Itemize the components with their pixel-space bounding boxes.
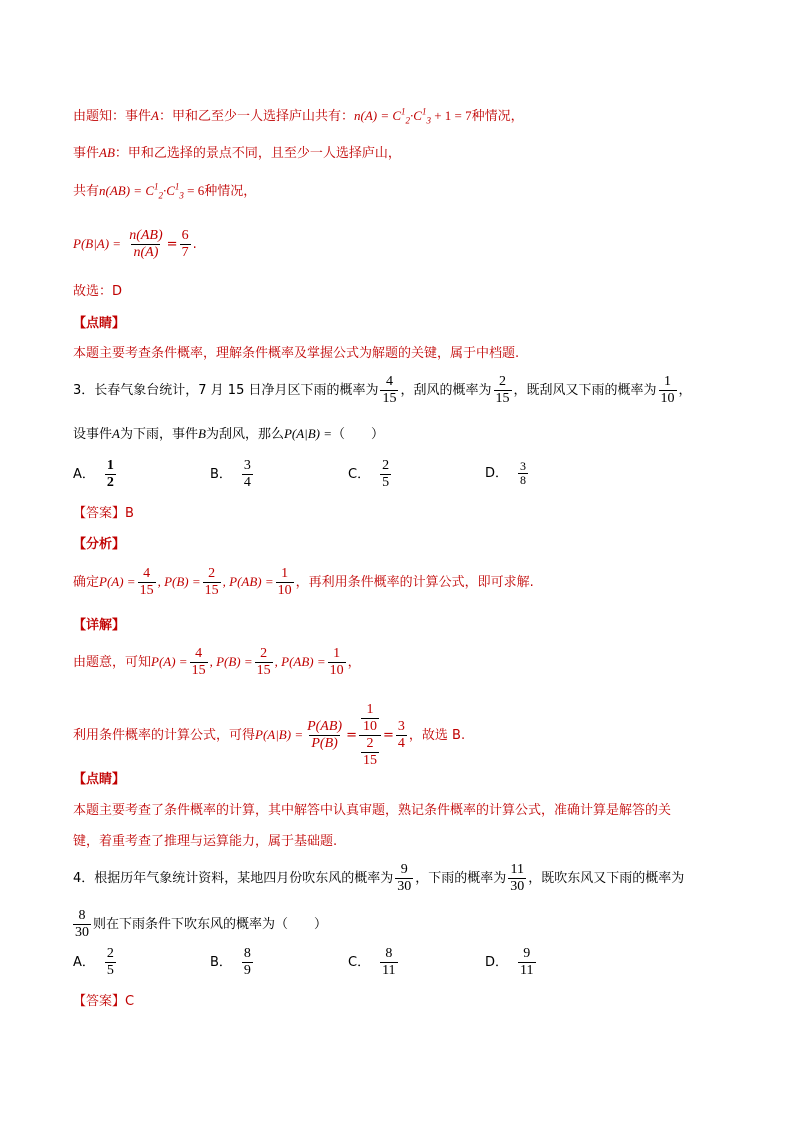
text: 事件 xyxy=(73,146,100,161)
option-d: D． $\frac{3}{8}$ xyxy=(485,459,527,487)
text: 由题知：事件 xyxy=(73,109,152,124)
fraction: $\frac{6}{7}$ xyxy=(181,228,189,260)
section-heading-dianjing-2: 【点睛】 xyxy=(73,772,126,787)
question-3-stem-line2: 设事件A为下雨，事件B为刮风，那么P(A|B) =（ ） xyxy=(73,426,385,442)
question-4-stem: 4．根据历年气象统计资料，某地四月份吹东风的概率为 $\frac{9}{30}$ ，下雨的概率为 $\frac{11}{30}$ ，既吹东风又下雨的概率为 xyxy=(73,862,685,894)
var-a: A xyxy=(151,108,159,123)
solution-line-event-a xyxy=(73,106,524,127)
comment-text: 本题主要考查条件概率，理解条件概率及掌握公式为解题的关键，属于中档题. xyxy=(73,346,520,361)
answer-label: 【答案】B xyxy=(73,506,134,521)
option-b: B． $\frac{3}{4}$ xyxy=(210,458,251,490)
option-b: B． $\frac{8}{9}$ xyxy=(210,946,251,978)
solution-line-event-ab xyxy=(73,143,401,164)
text: ：甲和乙至少一人选择庐山共有： xyxy=(158,109,354,124)
text: 种情况， xyxy=(471,109,524,124)
comment-text-2b: 键，着重考查了推理与运算能力，属于基础题. xyxy=(73,834,338,849)
formula: $n(AB) = C^1_2\cdot C^1_3 = 6$ xyxy=(99,181,205,201)
answer-label-4: 【答案】C xyxy=(73,994,135,1009)
fraction: $\frac{1}{10}$ xyxy=(660,374,675,406)
section-heading-dianjing: 【点睛】 xyxy=(73,316,126,331)
detail-line-1: 由题意，可知P(A) = $\frac{4}{15}$ , P(B) = $\frac{2}{15}$ , P(AB) = $\frac{1}{10}$ ， xyxy=(73,646,361,678)
option-c: C． $\frac{8}{11}$ xyxy=(348,946,396,978)
fraction: $\frac{4}{15}$ xyxy=(382,374,397,406)
analysis-line: 确定P(A) = $\frac{4}{15}$ , P(B) = $\frac{2}{15}$ , P(AB) = $\frac{1}{10}$ ，再利用条件概率的计算公式，即可求解. xyxy=(73,566,534,598)
fraction: $\frac{n(AB)}{n(A)}$ xyxy=(129,228,163,260)
formula: $n(A) = C^1_2\cdot C^1_3 + 1 = 7$ xyxy=(353,106,472,126)
option-a: A． $\frac{2}{5}$ xyxy=(73,946,114,978)
fraction: $\frac{2}{15}$ xyxy=(495,374,510,406)
section-heading-xiangjie: 【详解】 xyxy=(73,618,126,633)
solution-line-probability: P(B|A) = $\frac{n(AB)}{n(A)}$ = $\frac{6}{7}$ . xyxy=(73,228,197,260)
option-d: D． $\frac{9}{11}$ xyxy=(485,946,534,978)
question-3-stem: 3．长春气象台统计，7 月 15 日净月区下雨的概率为 $\frac{4}{15}$ ，刮风的概率为 $\frac{2}{15}$ ，既刮风又下雨的概率为 $\frac{1}{10}$ ， xyxy=(73,374,692,406)
text: ：甲和乙选择的景点不同，且至少一人选择庐山， xyxy=(114,146,401,161)
option-c: C． $\frac{2}{5}$ xyxy=(348,458,390,490)
comment-text-2a: 本题主要考查了条件概率的计算，其中解答中认真审题，熟记条件概率的计算公式，准确计算是解答的关 xyxy=(73,803,672,818)
option-a: A． $\frac{1}{2}$ xyxy=(73,458,114,490)
question-4-stem-line2: $\frac{8}{30}$ 则在下雨条件下吹东风的概率为（ ） xyxy=(75,908,328,940)
formula-lhs: P(B|A) = xyxy=(73,236,122,251)
section-heading-fenxi: 【分析】 xyxy=(73,537,126,552)
detail-line-2: 利用条件概率的计算公式，可得P(A|B) = $\frac{P(AB)}{P(B)}$ = $\frac{\frac{1}{10}}{\frac{2}{15}}$ = $\frac{3}{4}$ ，故选 B. xyxy=(73,702,466,768)
text: 种情况， xyxy=(204,184,257,199)
var-ab: AB xyxy=(99,145,115,160)
text: 共有 xyxy=(73,184,100,199)
answer-choice-line: 故选：D xyxy=(73,284,123,299)
solution-line-count-ab xyxy=(73,181,256,202)
